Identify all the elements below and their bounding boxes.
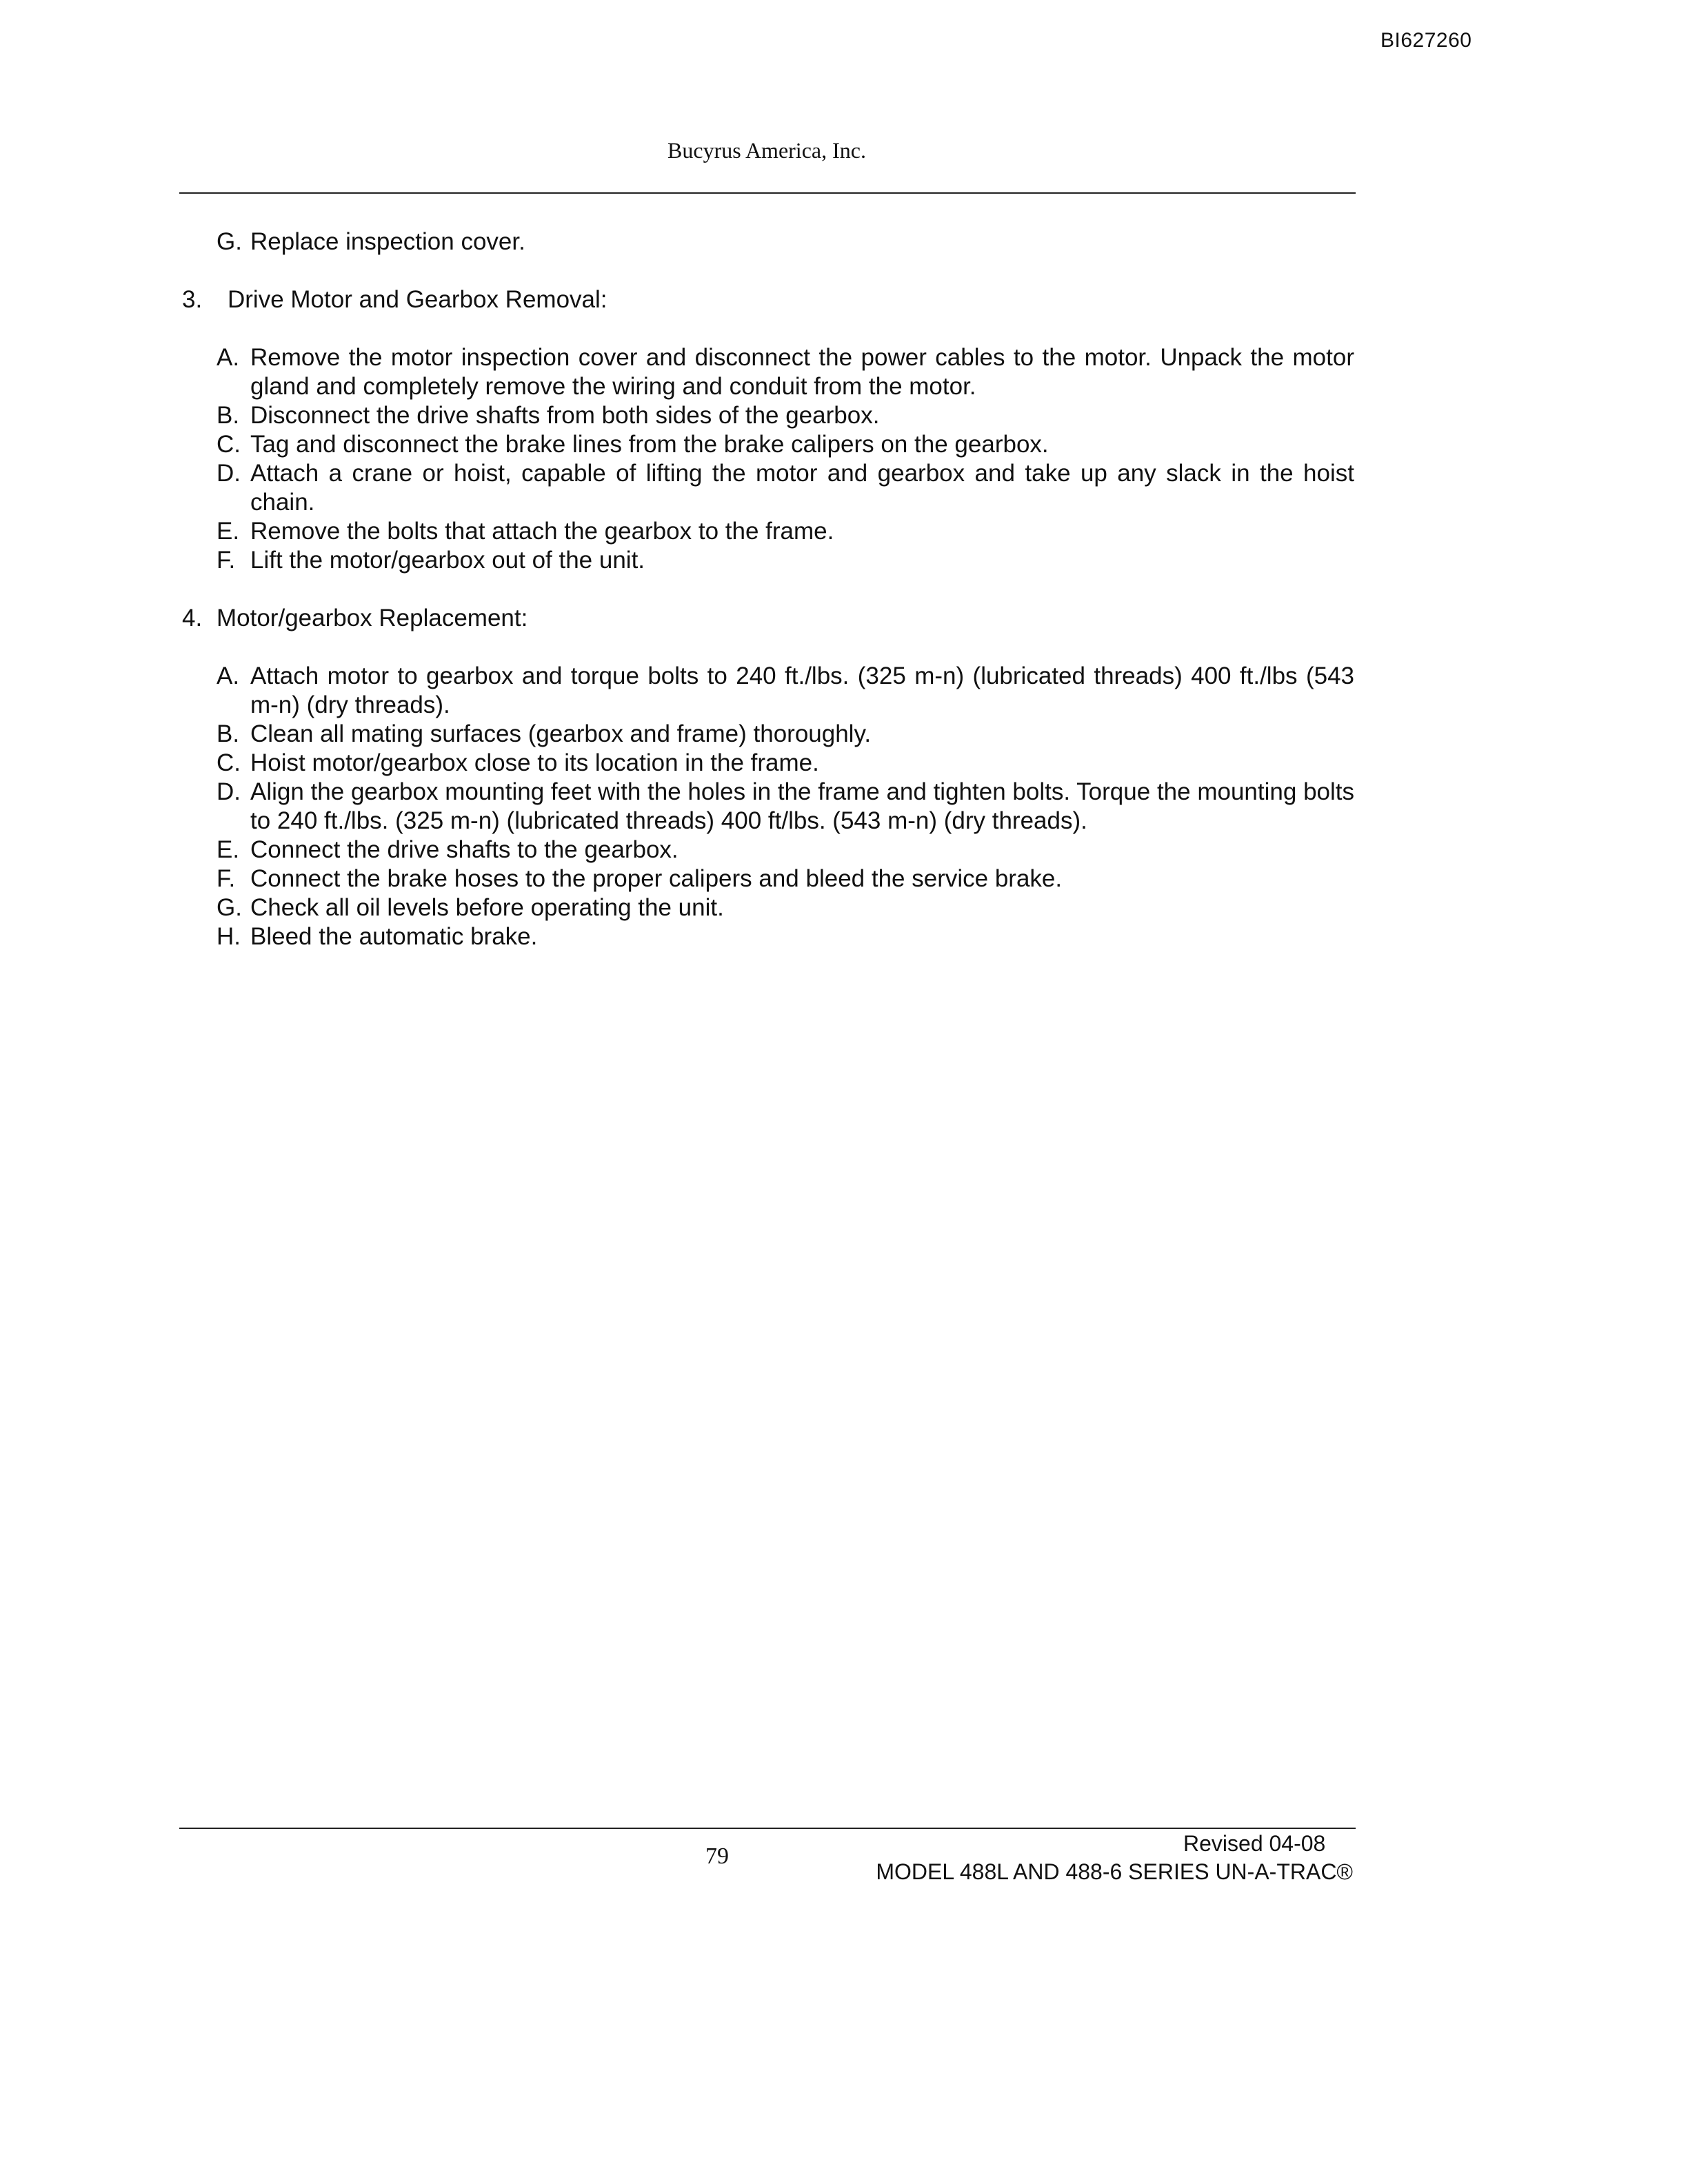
list-item-letter: E. xyxy=(217,518,240,545)
list-item-text: Clean all mating surfaces (gearbox and frame) thoroughly. xyxy=(250,720,872,747)
list-item-letter: C. xyxy=(217,749,241,776)
header-divider xyxy=(179,192,1356,194)
list-item-text: Lift the motor/gearbox out of the unit. xyxy=(250,547,645,574)
list-item xyxy=(217,401,1354,430)
list-item-text: Replace inspection cover. xyxy=(250,228,525,255)
list-item-letter: G. xyxy=(217,228,242,255)
list-item-letter: E. xyxy=(217,836,240,863)
document-id: BI627260 xyxy=(1380,29,1472,52)
section-number: 3. xyxy=(182,286,203,313)
list-item-text: Align the gearbox mounting feet with the holes in the frame and tighten bolts. Torque the mounting bolts to 240 ft./lbs. (325 m-n) (lubricated threads) 400 ft/lbs. (543 m-n) (dry threads). xyxy=(250,778,1354,834)
list-item xyxy=(217,430,1354,459)
list-item xyxy=(217,865,1354,893)
list-item xyxy=(217,922,1354,951)
list-item xyxy=(217,343,1354,401)
list-item xyxy=(217,749,1354,778)
list-item-text: Disconnect the drive shafts from both sides of the gearbox. xyxy=(250,402,880,429)
list-item-text: Connect the drive shafts to the gearbox. xyxy=(250,836,679,863)
list-item-text: Remove the bolts that attach the gearbox to the frame. xyxy=(250,518,834,545)
list-item xyxy=(217,720,1354,749)
model-title: MODEL 488L AND 488-6 SERIES UN-A-TRAC® xyxy=(876,1859,1353,1884)
list-item-letter: A. xyxy=(217,344,240,371)
list-item-text: Hoist motor/gearbox close to its location in the frame. xyxy=(250,749,819,776)
list-item xyxy=(217,459,1354,517)
list-item-text: Attach a crane or hoist, capable of lifting the motor and gearbox and take up any slack in the hoist chain. xyxy=(250,460,1354,516)
revision-date: Revised 04-08 xyxy=(1183,1831,1326,1856)
section-3-list xyxy=(182,343,1354,575)
list-item xyxy=(217,778,1354,836)
list-item-letter: B. xyxy=(217,402,240,429)
list-item xyxy=(217,893,1354,922)
list-item xyxy=(217,546,1354,575)
list-item xyxy=(217,517,1354,546)
section-4-heading xyxy=(182,604,1354,633)
page-number: 79 xyxy=(705,1843,729,1869)
section-title: Drive Motor and Gearbox Removal: xyxy=(228,286,607,313)
list-item-letter: D. xyxy=(217,778,241,805)
list-item-letter: F. xyxy=(217,865,236,892)
section-number: 4. xyxy=(182,605,203,631)
company-header: Bucyrus America, Inc. xyxy=(667,138,866,163)
list-item-letter: H. xyxy=(217,923,241,950)
list-item-text: Attach motor to gearbox and torque bolts to 240 ft./lbs. (325 m-n) (lubricated threads) 400 ft./lbs (543 m-n) (dry threads). xyxy=(250,663,1354,718)
list-item xyxy=(217,662,1354,720)
list-item xyxy=(217,836,1354,865)
list-item-letter: C. xyxy=(217,431,241,458)
list-item-letter: A. xyxy=(217,663,240,689)
list-item-text: Remove the motor inspection cover and disconnect the power cables to the motor. Unpack the motor gland and completely remove the wiring and conduit from the motor. xyxy=(250,344,1354,400)
section-3-heading xyxy=(182,285,1354,314)
list-item-letter: B. xyxy=(217,720,240,747)
list-item-letter: F. xyxy=(217,547,236,574)
list-item-letter: D. xyxy=(217,460,241,487)
list-item-text: Check all oil levels before operating the unit. xyxy=(250,894,724,921)
page-body xyxy=(182,228,1354,951)
list-item-text: Connect the brake hoses to the proper calipers and bleed the service brake. xyxy=(250,865,1063,892)
list-item-replace-cover xyxy=(182,228,1354,256)
list-item-letter: G. xyxy=(217,894,242,921)
section-title: Motor/gearbox Replacement: xyxy=(217,605,528,631)
footer-divider xyxy=(179,1828,1356,1829)
section-4-list xyxy=(182,662,1354,951)
list-item-text: Bleed the automatic brake. xyxy=(250,923,538,950)
list-item-text: Tag and disconnect the brake lines from the brake calipers on the gearbox. xyxy=(250,431,1049,458)
